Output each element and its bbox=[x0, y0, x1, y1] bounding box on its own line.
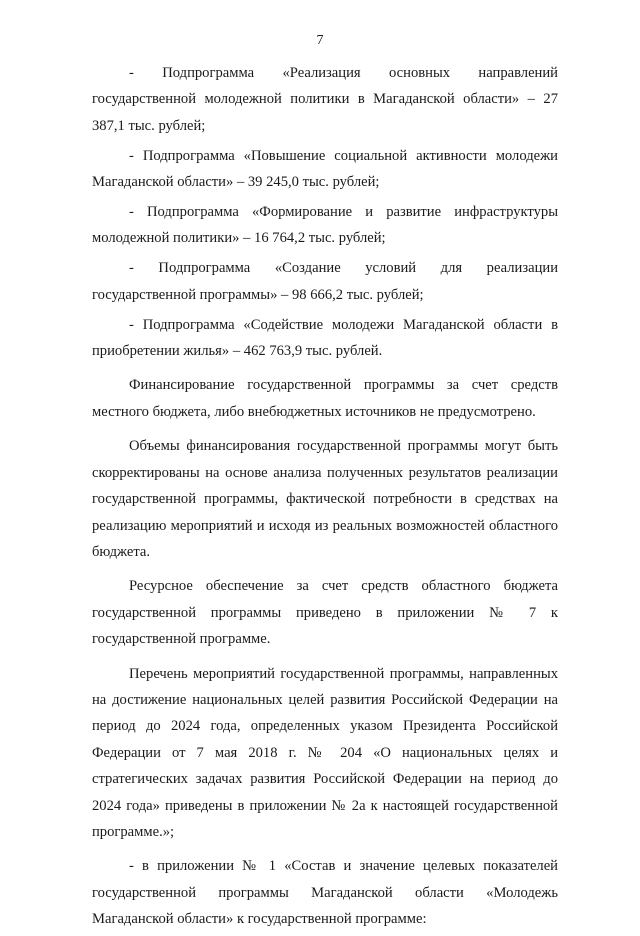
paragraph-funding-adjustment: Объемы финансирования государственной программы могут быть скорректированы на основе анализа полученных результатов реализации государственной программы, фактической потребности в средствах на реализацию мероприятий и исходя из реальных возможностей областного бюджета. bbox=[92, 438, 558, 560]
document-body bbox=[92, 60, 558, 936]
paragraph-subprogram-4: - Подпрограмма «Создание условий для реализации государственной программы» – 98 666,2 тыс. рублей; bbox=[92, 260, 558, 303]
paragraph-national-goals: Перечень мероприятий государственной программы, направленных на достижение национальных целей развития Российской Федерации на период до 2024 года, определенных указом Президента Российской Федерации от 7 мая 2018 г. № 204 «О национальных целях и стратегических задачах развития Российской Федерации на период до 2024 года» приведены в приложении № 2а к настоящей государственной программе.»; bbox=[92, 665, 558, 840]
page-number: 7 bbox=[316, 33, 324, 48]
paragraph-subprogram-1: - Подпрограмма «Реализация основных направлений государственной молодежной политики в Магаданской области» – 27 387,1 тыс. рублей; bbox=[92, 65, 558, 134]
paragraph-resource-provision: Ресурсное обеспечение за счет средств областного бюджета государственной программы приведено в приложении № 7 к государственной программе. bbox=[92, 578, 558, 648]
paragraph-subprogram-3: - Подпрограмма «Формирование и развитие инфраструктуры молодежной политики» – 16 764,2 тыс. рублей; bbox=[92, 204, 558, 247]
paragraph-subprogram-5: - Подпрограмма «Содействие молодежи Магаданской области в приобретении жилья» – 462 763,9 тыс. рублей. bbox=[92, 316, 558, 360]
paragraph-subprogram-2: - Подпрограмма «Повышение социальной активности молодежи Магаданской области» – 39 245,0 тыс. рублей; bbox=[92, 147, 558, 191]
paragraph-appendix-1: - в приложении № 1 «Состав и значение целевых показателей государственной программы Магаданской области «Молодежь Магаданской области» к государственной программе: bbox=[92, 858, 558, 928]
paragraph-local-budget: Финансирование государственной программы за счет средств местного бюджета, либо внебюджетных источников не предусмотрено. bbox=[92, 377, 558, 420]
